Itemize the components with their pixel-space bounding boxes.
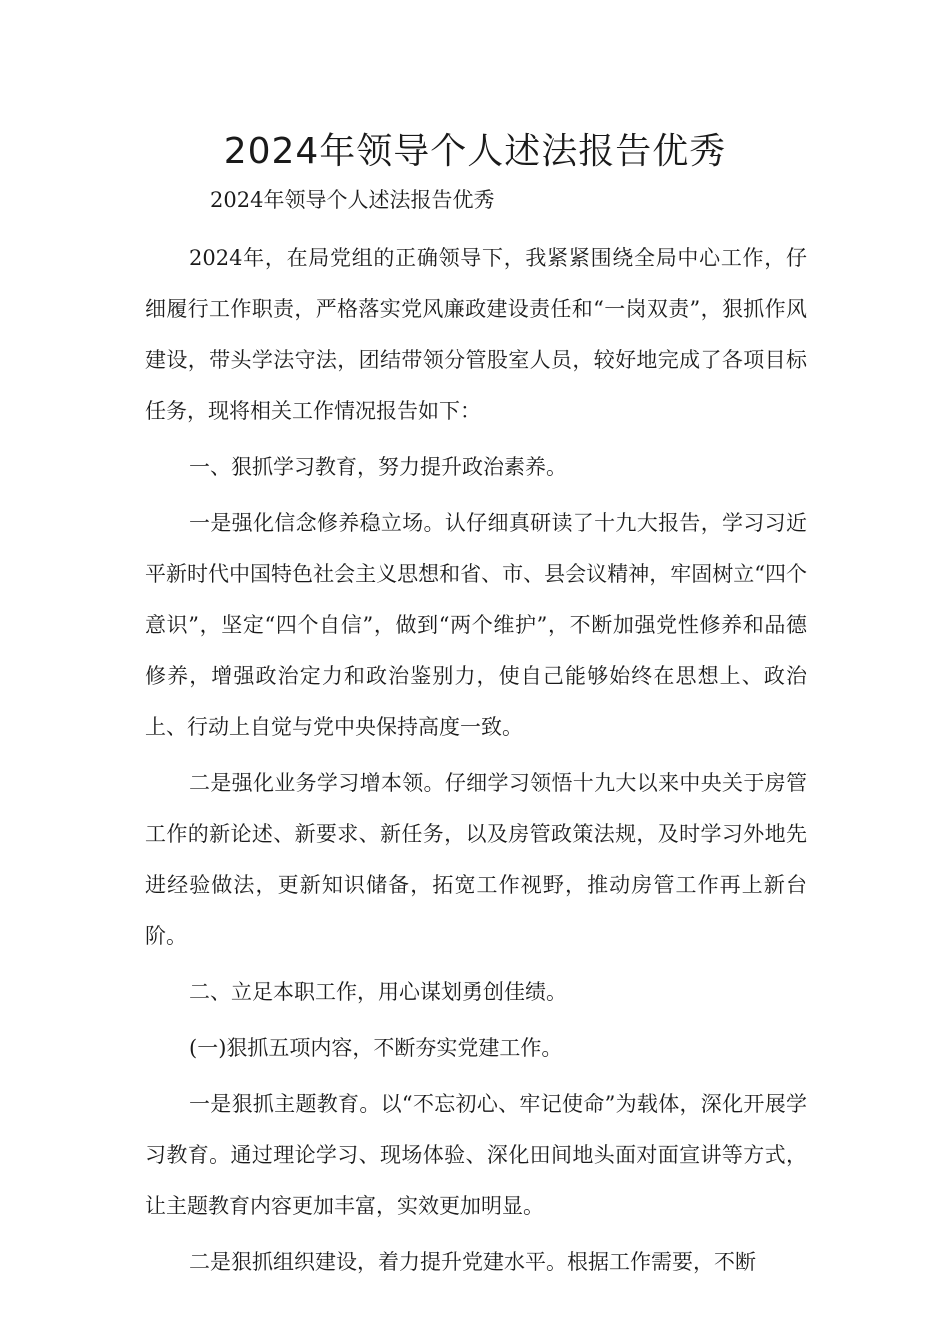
paragraph-business-study: 二是强化业务学习增本领。仔细学习领悟十九大以来中央关于房管工作的新论述、新要求、新任务，以及房管政策法规，及时学习外地先进经验做法，更新知识储备，拓宽工作视野，推动房管工作再上新台阶。 <box>145 771 807 948</box>
document-subtitle: 2024年领导个人述法报告优秀 <box>210 188 495 212</box>
paragraph-theme-education: 一是狠抓主题教育。以“不忘初心、牢记使命”为载体，深化开展学习教育。通过理论学习、现场体验、深化田间地头面对面宣讲等方式，让主题教育内容更加丰富，实效更加明显。 <box>145 1092 807 1218</box>
subsection-heading-1: (一)狠抓五项内容，不断夯实党建工作。 <box>189 1036 563 1060</box>
document-body <box>145 233 807 1293</box>
paragraph-belief: 一是强化信念修养稳立场。认仔细真研读了十九大报告，学习习近平新时代中国特色社会主义思想和省、市、县会议精神，牢固树立“四个意识”，坚定“四个自信”，做到“两个维护”，不断加强党性修养和品德修养，增强政治定力和政治鉴别力，使自己能够始终在思想上、政治上、行动上自觉与党中央保持高度一致。 <box>145 511 807 739</box>
paragraph-organization: 二是狠抓组织建设，着力提升党建水平。根据工作需要，不断 <box>189 1250 756 1274</box>
section-heading-2: 二、立足本职工作，用心谋划勇创佳绩。 <box>189 980 567 1004</box>
section-heading-1: 一、狠抓学习教育，努力提升政治素养。 <box>189 455 567 479</box>
document-title: 2024年领导个人述法报告优秀 <box>223 131 727 172</box>
paragraph-intro: 2024年，在局党组的正确领导下，我紧紧围绕全局中心工作，仔细履行工作职责，严格落实党风廉政建设责任和“一岗双责”，狠抓作风建设，带头学法守法，团结带领分管股室人员，较好地完成了各项目标任务，现将相关工作情况报告如下： <box>145 246 807 423</box>
